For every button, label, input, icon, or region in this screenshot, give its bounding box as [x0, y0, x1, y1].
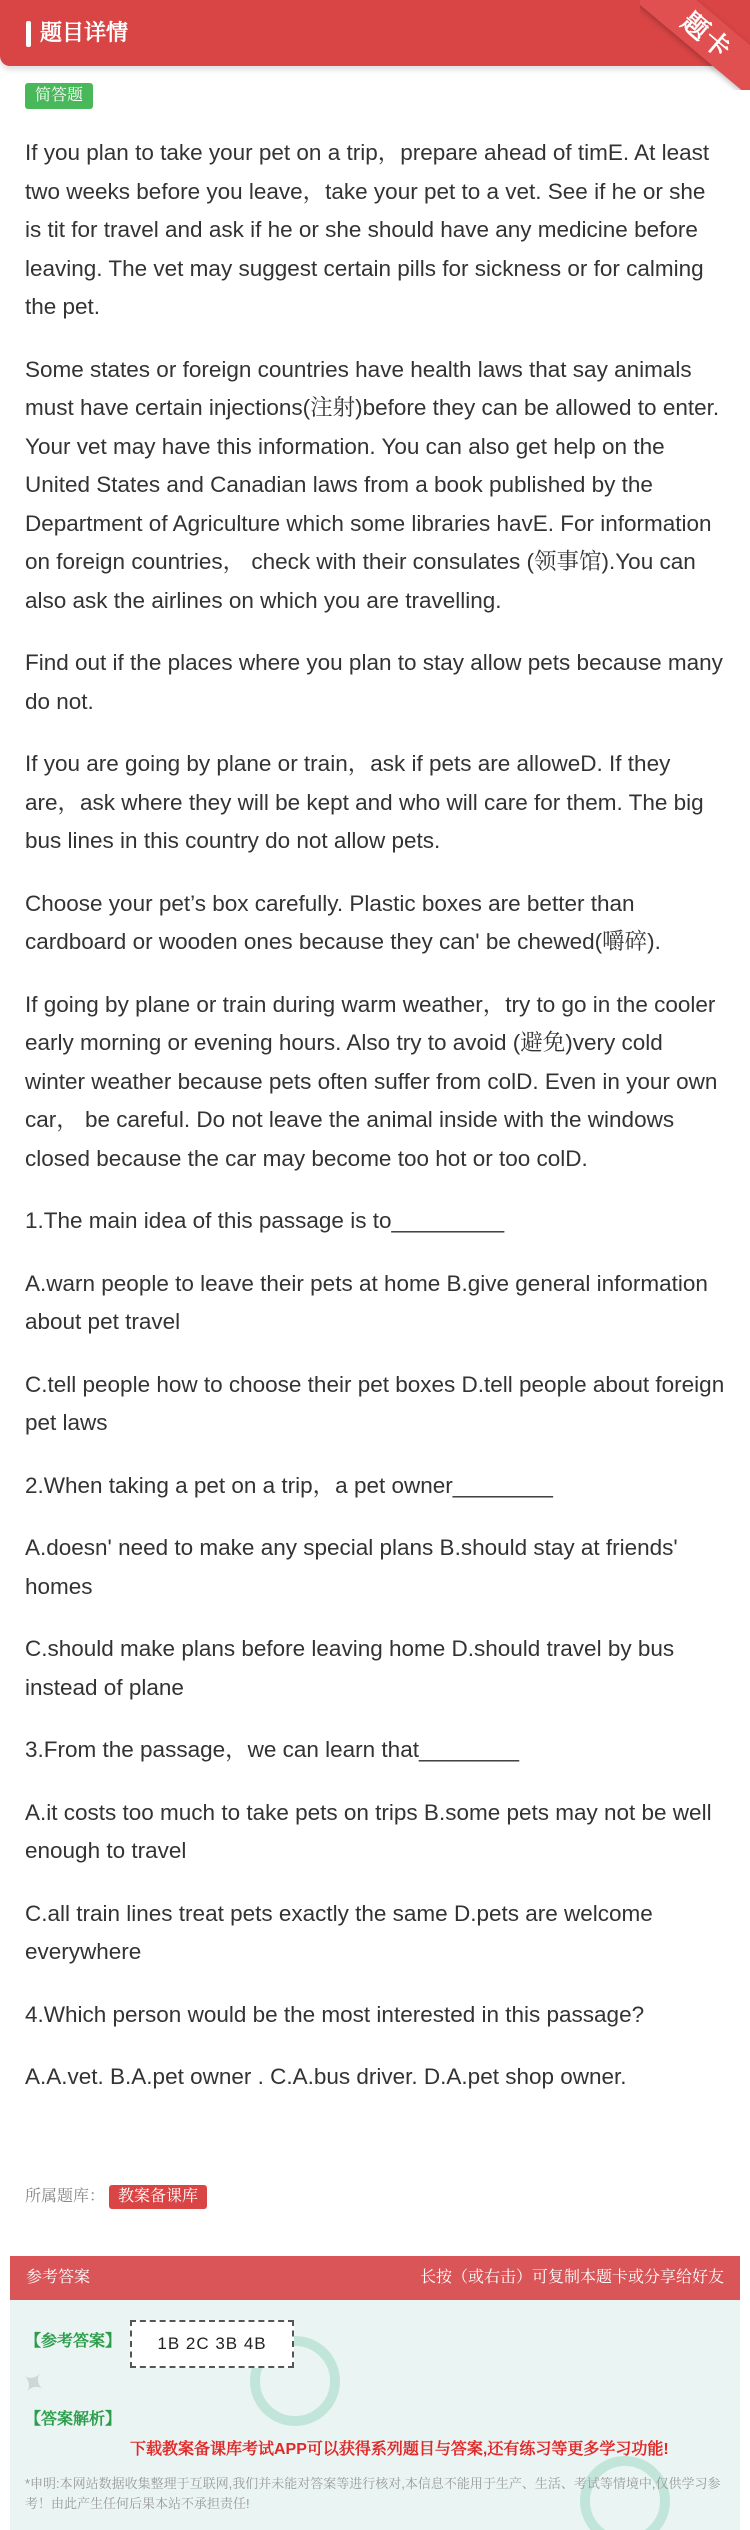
question-stem: 3.From the passage，we can learn that________	[25, 1737, 520, 1762]
passage-paragraph: Some states or foreign countries have health laws that say animals must have certain injections(注射)before they can be allowed to enter. Your vet may have this information. You can also get help on the United States and Canadian laws from a book published by the Department of Agriculture which some libraries havE. For information on foreign countries， check with their consulates (领事馆).You can also ask the airlines on which you are travelling.	[25, 356, 720, 613]
question-stem: 4.Which person would be the most interested in this passage?	[25, 2001, 645, 2027]
question-type-badge: 简答题	[25, 83, 93, 109]
passage-paragraph: Choose your pet’s box carefully. Plastic boxes are better than cardboard or wooden ones because they can' be chewed(嚼碎).	[25, 890, 661, 954]
question-options: A.it costs too much to take pets on trips B.some pets may not be well enough to travel	[25, 1799, 712, 1863]
question-options: A.doesn' need to make any special plans B.should stay at friends' homes	[25, 1535, 678, 1599]
question-options: C.should make plans before leaving home D.should travel by bus instead of plane	[25, 1636, 675, 1700]
question-bank-row	[25, 2184, 207, 2210]
title-accent-bar	[26, 21, 31, 47]
answer-section	[10, 2256, 740, 2530]
question-options: A.A.vet. B.A.pet owner . C.A.bus driver. D.A.pet shop owner.	[25, 2064, 627, 2089]
ribbon-label: 题卡	[675, 6, 739, 66]
question-options: C.all train lines treat pets exactly the same D.pets are welcome everywhere	[25, 1900, 653, 1964]
passage-paragraph: If going by plane or train during warm weather，try to go in the cooler early morning or evening hours. Also try to avoid (避免)very cold winter weather because pets often suffer from colD. Even in your own car， be careful. Do not leave the animal inside with the windows closed because the car may become too hot or too colD.	[25, 991, 718, 1171]
question-bank-label: 所属题库：	[25, 2188, 106, 2205]
question-options: A.warn people to leave their pets at home B.give general information about pet travel	[25, 1270, 708, 1334]
analysis-label: 【答案解析】	[25, 2411, 122, 2428]
question-card-ribbon[interactable]	[640, 0, 750, 90]
answer-value: 1B 2C 3B 4B	[130, 2320, 294, 2368]
page-title: 题目详情	[40, 20, 129, 45]
header-bar	[0, 0, 750, 66]
question-stem: 1.The main idea of this passage is to_________	[25, 1208, 505, 1233]
passage-paragraph: If you are going by plane or train，ask if pets are alloweD. If they are，ask where they will be kept and who will care for them. The big bus lines in this country do not allow pets.	[25, 751, 704, 853]
question-stem: 2.When taking a pet on a trip，a pet owner________	[25, 1472, 553, 1498]
copy-share-hint[interactable]: 长按（或右击）可复制本题卡或分享给好友	[419, 2269, 724, 2286]
question-options: C.tell people how to choose their pet boxes D.tell people about foreign pet laws	[25, 1371, 725, 1435]
question-bank-link[interactable]: 教案备课库	[109, 2185, 207, 2209]
answer-header-title: 参考答案	[26, 2269, 91, 2286]
question-content	[25, 134, 725, 2121]
watermark-icon: ✦	[12, 2362, 53, 2405]
answer-section-header	[10, 2256, 740, 2300]
app-download-promo[interactable]: 下载教案备课库考试APP可以获得系列题目与答案,还有练习等更多学习功能!	[130, 2441, 669, 2458]
disclaimer-text: *申明:本网站数据收集整理于互联网,我们并未能对答案等进行核对,本信息不能用于生产、生活、考试等情境中,仅供学习参考！由此产生任何后果本站不承担责任!	[25, 2476, 721, 2511]
passage-paragraph: If you plan to take your pet on a trip，prepare ahead of timE. At least two weeks before you leave，take your pet to a vet. See if he or she is tit for travel and ask if he or she should have any medicine before leaving. The vet may suggest certain pills for sickness or for calming the pet.	[25, 140, 710, 319]
passage-paragraph: Find out if the places where you plan to stay allow pets because many do not.	[25, 650, 723, 714]
answer-label: 【参考答案】	[25, 2333, 122, 2350]
